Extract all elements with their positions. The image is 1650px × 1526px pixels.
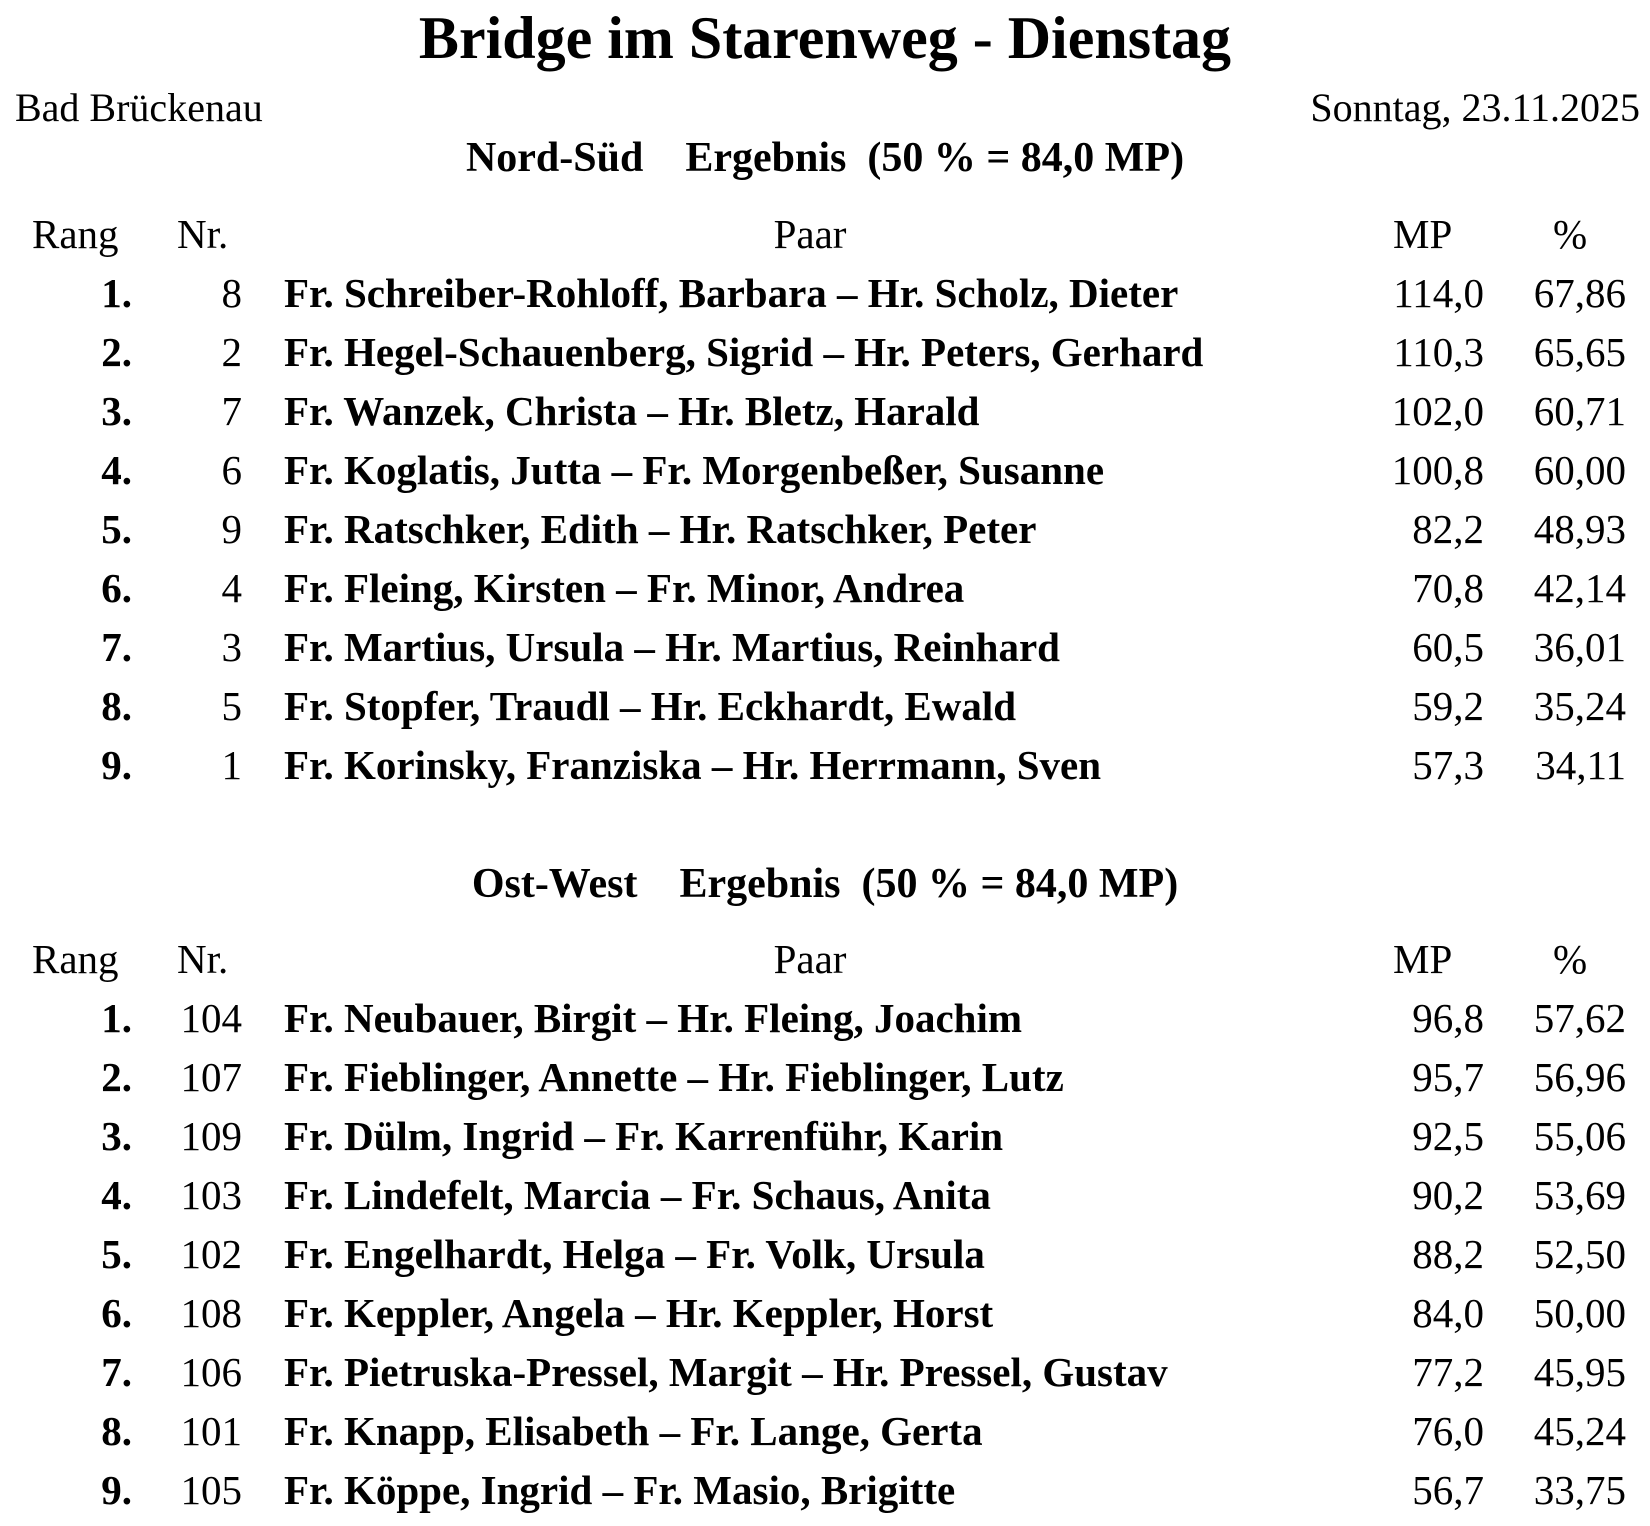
pair-names: Fr. Korinsky, Franziska – Hr. Herrmann, Sven (284, 742, 1102, 788)
pair-number: 1 (221, 742, 242, 788)
table-header-row: Rang Nr. Paar MP % (0, 205, 1650, 264)
club-name: Bad Brückenau (15, 85, 263, 130)
rank: 3. (101, 388, 132, 434)
pair-names: Fr. Hegel-Schauenberg, Sigrid – Hr. Peters, Gerhard (284, 329, 1204, 375)
results-table-nord-sued (0, 205, 1650, 795)
pair-number: 2 (221, 329, 242, 375)
pair-number: 105 (180, 1467, 242, 1513)
matchpoints: 84,0 (1412, 1290, 1484, 1336)
pair-number: 109 (180, 1113, 242, 1159)
pair-number: 5 (221, 683, 242, 729)
table-row (0, 1107, 1650, 1166)
percentage: 50,00 (1533, 1290, 1626, 1336)
percentage: 60,71 (1533, 388, 1626, 434)
matchpoints: 77,2 (1412, 1349, 1484, 1395)
pair-number: 106 (180, 1349, 242, 1395)
column-header-mp: MP (1393, 936, 1453, 982)
rank: 1. (101, 270, 132, 316)
pair-names: Fr. Ratschker, Edith – Hr. Ratschker, Peter (284, 506, 1037, 552)
percentage: 42,14 (1533, 565, 1626, 611)
table-row (0, 323, 1650, 382)
percentage: 33,75 (1533, 1467, 1626, 1513)
matchpoints: 102,0 (1391, 388, 1484, 434)
table-row (0, 441, 1650, 500)
percentage: 45,24 (1533, 1408, 1626, 1454)
pair-names: Fr. Wanzek, Christa – Hr. Bletz, Harald (284, 388, 980, 434)
pair-names: Fr. Engelhardt, Helga – Fr. Volk, Ursula (284, 1231, 985, 1277)
percentage: 34,11 (1535, 742, 1626, 788)
pair-names: Fr. Dülm, Ingrid – Fr. Karrenführ, Karin (284, 1113, 1004, 1159)
rank: 1. (101, 995, 132, 1041)
rank: 2. (101, 329, 132, 375)
column-header-nr: Nr. (177, 211, 229, 257)
results-table-ost-west (0, 930, 1650, 1520)
rank: 8. (101, 683, 132, 729)
matchpoints: 100,8 (1391, 447, 1484, 493)
matchpoints: 60,5 (1412, 624, 1484, 670)
matchpoints: 96,8 (1412, 995, 1484, 1041)
matchpoints: 56,7 (1412, 1467, 1484, 1513)
percentage: 57,62 (1533, 995, 1626, 1041)
column-header-nr: Nr. (177, 936, 229, 982)
percentage: 45,95 (1533, 1349, 1626, 1395)
matchpoints: 59,2 (1412, 683, 1484, 729)
percentage: 35,24 (1533, 683, 1626, 729)
pair-names: Fr. Fieblinger, Annette – Hr. Fieblinger, Lutz (284, 1054, 1064, 1100)
column-header-rang: Rang (32, 211, 119, 257)
table-row (0, 989, 1650, 1048)
pair-names: Fr. Fleing, Kirsten – Fr. Minor, Andrea (284, 565, 965, 611)
section-title-nord-sued: Nord-Süd Ergebnis (50 % = 84,0 MP) (465, 135, 1185, 181)
table-row (0, 1343, 1650, 1402)
rank: 9. (101, 742, 132, 788)
rank: 5. (101, 1231, 132, 1277)
pair-number: 9 (221, 506, 242, 552)
rank: 5. (101, 506, 132, 552)
matchpoints: 57,3 (1412, 742, 1484, 788)
rank: 6. (101, 1290, 132, 1336)
table-row (0, 1166, 1650, 1225)
table-row (0, 264, 1650, 323)
pair-number: 108 (180, 1290, 242, 1336)
pair-number: 103 (180, 1172, 242, 1218)
table-row (0, 1048, 1650, 1107)
table-header-row: Rang Nr. Paar MP % (0, 930, 1650, 989)
rank: 7. (101, 1349, 132, 1395)
matchpoints: 110,3 (1393, 329, 1484, 375)
pair-names: Fr. Keppler, Angela – Hr. Keppler, Horst (284, 1290, 994, 1336)
event-date: Sonntag, 23.11.2025 (1310, 85, 1640, 130)
matchpoints: 82,2 (1412, 506, 1484, 552)
rank: 9. (101, 1467, 132, 1513)
page-title: Bridge im Starenweg - Dienstag (418, 5, 1232, 71)
matchpoints: 90,2 (1412, 1172, 1484, 1218)
percentage: 48,93 (1533, 506, 1626, 552)
rank: 3. (101, 1113, 132, 1159)
table-row (0, 1402, 1650, 1461)
percentage: 55,06 (1533, 1113, 1626, 1159)
table-row (0, 500, 1650, 559)
table-row (0, 618, 1650, 677)
rank: 4. (101, 1172, 132, 1218)
pair-number: 107 (180, 1054, 242, 1100)
column-header-mp: MP (1393, 211, 1453, 257)
percentage: 36,01 (1533, 624, 1626, 670)
percentage: 52,50 (1533, 1231, 1626, 1277)
table-row (0, 677, 1650, 736)
percentage: 56,96 (1533, 1054, 1626, 1100)
matchpoints: 76,0 (1412, 1408, 1484, 1454)
rank: 6. (101, 565, 132, 611)
column-header-pct: % (1553, 211, 1588, 257)
pair-number: 7 (221, 388, 242, 434)
pair-names: Fr. Stopfer, Traudl – Hr. Eckhardt, Ewald (284, 683, 1017, 729)
table-row (0, 1225, 1650, 1284)
pair-names: Fr. Martius, Ursula – Hr. Martius, Reinhard (284, 624, 1060, 670)
rank: 4. (101, 447, 132, 493)
pair-names: Fr. Pietruska-Pressel, Margit – Hr. Pressel, Gustav (284, 1349, 1168, 1395)
pair-number: 8 (221, 270, 242, 316)
pair-number: 4 (221, 565, 242, 611)
pair-number: 101 (180, 1408, 242, 1454)
matchpoints: 70,8 (1412, 565, 1484, 611)
table-row (0, 1461, 1650, 1520)
matchpoints: 95,7 (1412, 1054, 1484, 1100)
matchpoints: 88,2 (1412, 1231, 1484, 1277)
pair-number: 6 (221, 447, 242, 493)
column-header-rang: Rang (32, 936, 119, 982)
percentage: 65,65 (1533, 329, 1626, 375)
pair-number: 102 (180, 1231, 242, 1277)
pair-names: Fr. Köppe, Ingrid – Fr. Masio, Brigitte (284, 1467, 956, 1513)
pair-number: 3 (221, 624, 242, 670)
rank: 7. (101, 624, 132, 670)
table-row (0, 1284, 1650, 1343)
pair-names: Fr. Koglatis, Jutta – Fr. Morgenbeßer, Susanne (284, 447, 1105, 493)
pair-names: Fr. Lindefelt, Marcia – Fr. Schaus, Anita (284, 1172, 991, 1218)
rank: 2. (101, 1054, 132, 1100)
matchpoints: 114,0 (1393, 270, 1484, 316)
table-row (0, 736, 1650, 795)
pair-names: Fr. Schreiber-Rohloff, Barbara – Hr. Scholz, Dieter (284, 270, 1179, 316)
column-header-pct: % (1553, 936, 1588, 982)
matchpoints: 92,5 (1412, 1113, 1484, 1159)
pair-names: Fr. Neubauer, Birgit – Hr. Fleing, Joachim (284, 995, 1022, 1041)
percentage: 53,69 (1533, 1172, 1626, 1218)
percentage: 67,86 (1533, 270, 1626, 316)
pair-number: 104 (180, 995, 242, 1041)
percentage: 60,00 (1533, 447, 1626, 493)
table-row (0, 382, 1650, 441)
pair-names: Fr. Knapp, Elisabeth – Fr. Lange, Gerta (284, 1408, 983, 1454)
section-title-ost-west: Ost-West Ergebnis (50 % = 84,0 MP) (471, 861, 1179, 907)
rank: 8. (101, 1408, 132, 1454)
table-row (0, 559, 1650, 618)
